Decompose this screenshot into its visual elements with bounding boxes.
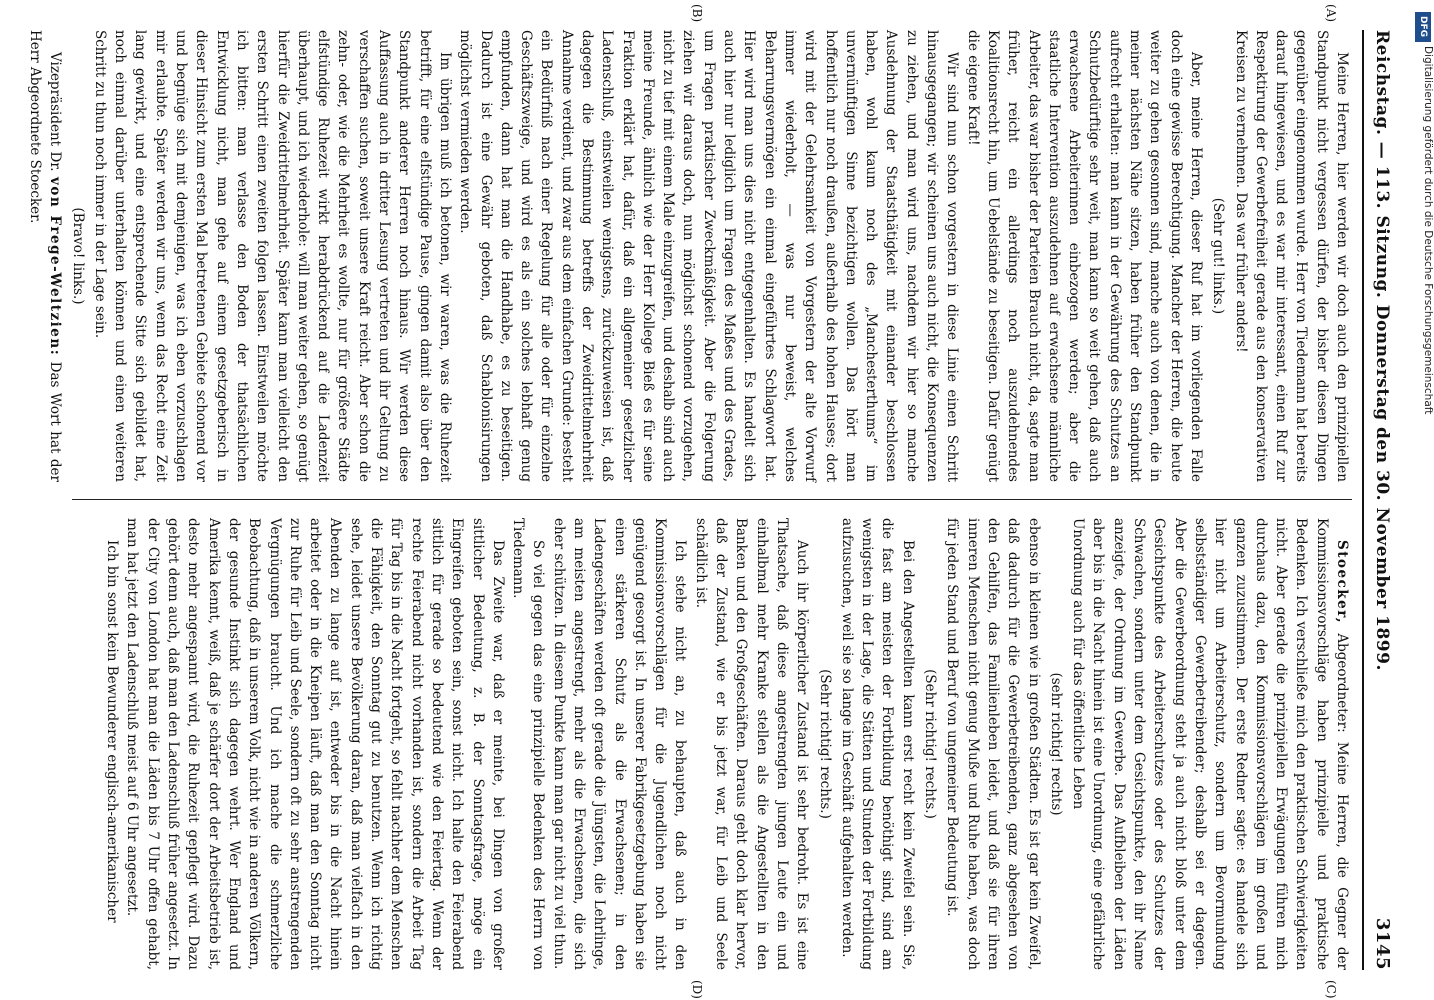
interjection: (sehr richtig! rechts) bbox=[1047, 672, 1064, 816]
paragraph: Aber, meine Herren, dieser Ruf hat im vorliegenden Falle doch eine gewisse Berechtigung. Mancher der Herren, die heute weiter zu gehen gesonnen sind, manche auch von denen, die in meiner nächsten Nähe sitzen, haben früher den Standpunkt aufrecht erhalten: man kann in der Gewährung des Schutzes an Schutzbedürftige sehr weit, man kann so weit gehen, daß auch erwachsene Arbeiterinnen einbezogen werden; aber die staatliche Intervention auszudehnen auf erwachsene männliche Arbeiter, das war bisher der Parteien Brauch nicht, da, sagte man früher, reicht ein allerdings noch auszudehnendes Koalitionsrecht hin, um Uebelstände zu beseitigen. Dafür genügt die eigene Kraft! bbox=[964, 30, 1204, 482]
paragraph: ebenso in kleinen wie in großen Städten. Es ist gar kein Zweifel, daß dadurch für die Gewerbetreibenden, ganz abgesehen von den Gehilfen, das Familienleben leidet, und daß sie für ihren inneren Menschen nicht genug Muße und Ruhe haben, was doch für jeden Stand und Beruf von ungemeiner Bedeutung ist. bbox=[944, 518, 1042, 970]
speaker-name: Stoecker, bbox=[1334, 540, 1350, 625]
right-column bbox=[52, 518, 1352, 970]
chair-title: Vizepräsident Dr. bbox=[47, 52, 64, 178]
page-number: 3145 bbox=[1372, 917, 1393, 970]
paragraph: So viel gegen das eine prinzipielle Bedenken des Herrn von Tiedemann. bbox=[510, 518, 547, 970]
document-page bbox=[22, 0, 1434, 1000]
interjection: (Sehr richtig! rechts.) bbox=[816, 669, 833, 819]
paragraph: Ich bin sonst kein Bewunderer englisch-amerikanischer bbox=[104, 540, 121, 923]
digitization-notice bbox=[1412, 6, 1434, 996]
interjection: (Sehr richtig! rechts.) bbox=[922, 669, 939, 819]
margin-mark-d: (D) bbox=[690, 980, 704, 999]
paragraph: Wir sind nun schon vorgestern in diese Linie einen Schritt hinausgegangen; wir scheinen uns auch nicht, die Konsequenzen zu ziehen, und man wird uns, nachdem wir hier so manche Ausdehnung der Staatsthätigkeit mit einander beschlossen haben, wohl kaum noch des „Manchesterthums“ im unvernünftigen Sinne bezichtigen wollen. Das hört man hoffentlich nur noch draußen, außerhalb des hohen Hauses; dort wird mit der Gelehrsamkeit von Vorgestern der alte Vorwurf immer wiederholt, — was nur beweist, welches Beharrungsvermögen ein einmal eingeführtes Schlagwort hat. Hier wird man uns dies nicht entgegenhalten. Es handelt sich auch hier nur lediglich um Fragen des Maßes und des Grades, um Fragen praktischer Zweckmäßigkeit. Aber die Folgerung ziehen wir daraus doch, nun möglichst schonend vorzugehen, nicht zu tief mit einem Male einzugreifen, und deshalb sind auch meine Freunde, ähnlich wie der Herr Kollege Bieß es für seine Fraktion erklärt hat, dafür, daß ein allgemeiner gesetzlicher Ladenschluß, einstweilen wenigstens, zurückzuweisen ist, daß dagegen die Bestimmung betreffs der Zweidrittelmehrheit Annahme verdient, und zwar aus dem einfachen Grunde: besteht ein Bedürfniß nach einer Regelung für alle oder für einzelne Geschäftszweige, und wird es als ein solches lebhaft genug empfunden, dann hat man die Handhabe, es zu beseitigen. Dadurch ist eine Gewähr geboten, daß Schablonisirungen möglichst vermieden werden. bbox=[457, 30, 961, 482]
paragraph: Auch ihr körperlicher Zustand ist sehr bedroht. Es ist eine Thatsache, daß diese angestrengten jungen Leute ein und einhalbmal mehr Kranke stellen als die Angestellten in den Banken und den Großgeschäften. Daraus geht doch klar hervor, daß der Zustand, wie er bis jetzt war, für Leib und Seele schädlich ist. bbox=[692, 518, 811, 970]
paragraph: Ich stehe nicht an, zu behaupten, daß auch in den Kommissionsvorschlägen für die Jugendlichen noch nicht genügend gesorgt ist. In unserer Fabrikgesetzgebung haben sie einen stärkeren Schutz als die Erwachsenen; in den Ladengeschäften werden oft gerade die Jüngsten, die Lehrlinge, am meisten angestrengt, mehr als die Erwachsenen, die sich eher schützen. In diesem Punkte kann man gar nicht zu viel thun. bbox=[550, 518, 689, 970]
left-column bbox=[27, 30, 1352, 482]
page-header bbox=[1372, 30, 1406, 970]
chair-announcement bbox=[25, 30, 66, 482]
header-rule bbox=[1362, 30, 1364, 970]
paragraph: Das Zweite war, daß er meinte, bei Dingen von großer sittlicher Bedeutung, z. B. der Sonntagsfrage, möge ein Eingreifen geboten sein, sonst nicht. Ich halte den Feierabend sittlich für gerade so bedeutend wie den Feiertag. Wenn der rechte Feierabend nicht vorhanden ist, sondern die Arbeit Tag für Tag bis in die Nacht fortgeht, so fehlt nachher dem Menschen die Fähigkeit, den Sonntag gut zu benutzen. Wenn ich richtig sehe, leidet unsere Bevölkerung daran, daß man vielfach in den Abenden zu lange auf ist, entweder bis in die Nacht hinein arbeitet oder in die Kneipen läuft, daß man den Sonntag nicht zur Ruhe für Leib und Seele, sondern oft zu sehr anstrengenden Vergnügungen braucht. Und ich mache die schmerzliche Beobachtung, daß in unserem Volk, nicht wie in anderen Völkern, der gesunde Instinkt sich dagegen wehrt. Wer England und Amerika kennt, weiß, daß je schärfer dort der Arbeitsbetrieb ist, desto mehr angespannt wird, die Ruhezeit gepflegt wird. Dazu gehört denn auch, daß man den Ladenschluß früher angesetzt. In der City von London hat man die Läden bis 7 Uhr offen gehabt, man hat jetzt den Ladenschluß meist auf 6 Uhr angesetzt. bbox=[124, 518, 506, 970]
margin-mark-c: (C) bbox=[1324, 980, 1338, 999]
column-divider bbox=[72, 499, 1352, 500]
speaker-name: von Frege-Weltzien: bbox=[47, 177, 64, 357]
chair-text: Das Wort hat der Herr Abgeordnete Stoecker. bbox=[27, 30, 64, 482]
digitization-text: Digitalisierung gefördert durch die Deutsche Forschungsgemeinschaft bbox=[1422, 46, 1434, 415]
interjection: (Bravo! links.) bbox=[69, 207, 86, 305]
speech-text: Abgeordneter: Meine Herren, die Gegner der Kommissionsvorschläge haben prinzipielle und praktische Bedenken. Ich verschließe mich den praktischen Schwierigkeiten nicht. Aber gerade die prinzipiellen Erwägungen führen mich durchaus dazu, den Kommissionsvorschlägen im großen und ganzen zuzustimmen. Der erste Redner sagte: es handele sich hier nicht um Arbeiterschutz, sondern um Bevormundung selbstständiger Gewerbetreibender; deshalb sei er dagegen. Aber die Gewerbeordnung steht ja auch nicht bloß unter dem Gesichtspunkte des Arbeiterschutzes oder des Schutzes der Schwachen, sondern unter dem Gesichtspunkte, den ihr Name anzeigte, der Ordnung im Gewerbe. Das Aufbleiben der Läden aber bis in die Nacht hinein ist eine Unordnung, eine gefährliche Unordnung auch für das öffentliche Leben bbox=[1070, 518, 1350, 970]
running-title: Reichstag. — 113. Sitzung. Donnerstag den 30. November 1899. bbox=[1372, 30, 1392, 671]
paragraph: Meine Herren, hier werden wir doch auch den prinzipiellen Standpunkt nicht vergessen dürfen, der bisher diesen Dingen gegenüber eingenommen wurde. Herr von Tiedemann hat bereits darauf hingewiesen, und es war mir interessant, einen Ruf zur Respektirung der Gewerbefreiheit gerade aus den konservativen Kreisen zu vernehmen. Das war früher anders! bbox=[1232, 30, 1350, 482]
dfg-logo: DFG bbox=[1415, 12, 1431, 42]
paragraph: Bei den Angestellten kann erst recht kein Zweifel sein. Sie, die fast am meisten der Fortbildung benöthigt sind, sind am wenigsten in der Lage, die Stätten und Stunden der Fortbildung aufzusuchen, weil sie so lange im Geschäft aufgehalten werden. bbox=[838, 518, 916, 970]
margin-mark-a: (A) bbox=[1324, 4, 1338, 23]
speech-opening bbox=[1068, 518, 1352, 970]
paragraph: Im übrigen muß ich betonen, wir waren, was die Ruhezeit betrifft, für eine elfstündige Pause, gingen damit also über den Standpunkt anderer Herren noch hinaus. Wir werden diese Auffassung auch in dritter Lesung vertreten und ihr Geltung zu verschaffen suchen, soweit unsere Kraft reicht. Aber schon die zehn- oder, wie die Mehrheit es wollte, nur für größere Städte elfstündige Ruhezeit wirkt herabdrückend auf die Ladenzeit überhaupt, und ich wiederhole: will man weiter gehen, so genügt hierfür die Zweidrittelmehrheit. Später kann man vielleicht den ersten Schritt einen zweiten folgen lassen. Einstweilen möchte ich bitten: man verlasse den Boden der thatsächlichen Entwicklung nicht, man gehe auf einem gesetzgeberisch in dieser Hinsicht zum ersten Mal betretenen Gebiete schonend vor und begnüge sich mit demjenigen, was ich eben vorzuschlagen mir erlaubte. Später werden wir uns, wenn das Recht eine Zeit lang gewirkt, und eine entsprechende Sitte sich gebildet hat, noch einmal darüber unterhalten können und einen weiteren Schritt zu thun noch immer in der Lage sein. bbox=[91, 30, 453, 482]
interjection: (Sehr gut! links.) bbox=[1210, 197, 1227, 315]
margin-mark-b: (B) bbox=[690, 4, 704, 23]
